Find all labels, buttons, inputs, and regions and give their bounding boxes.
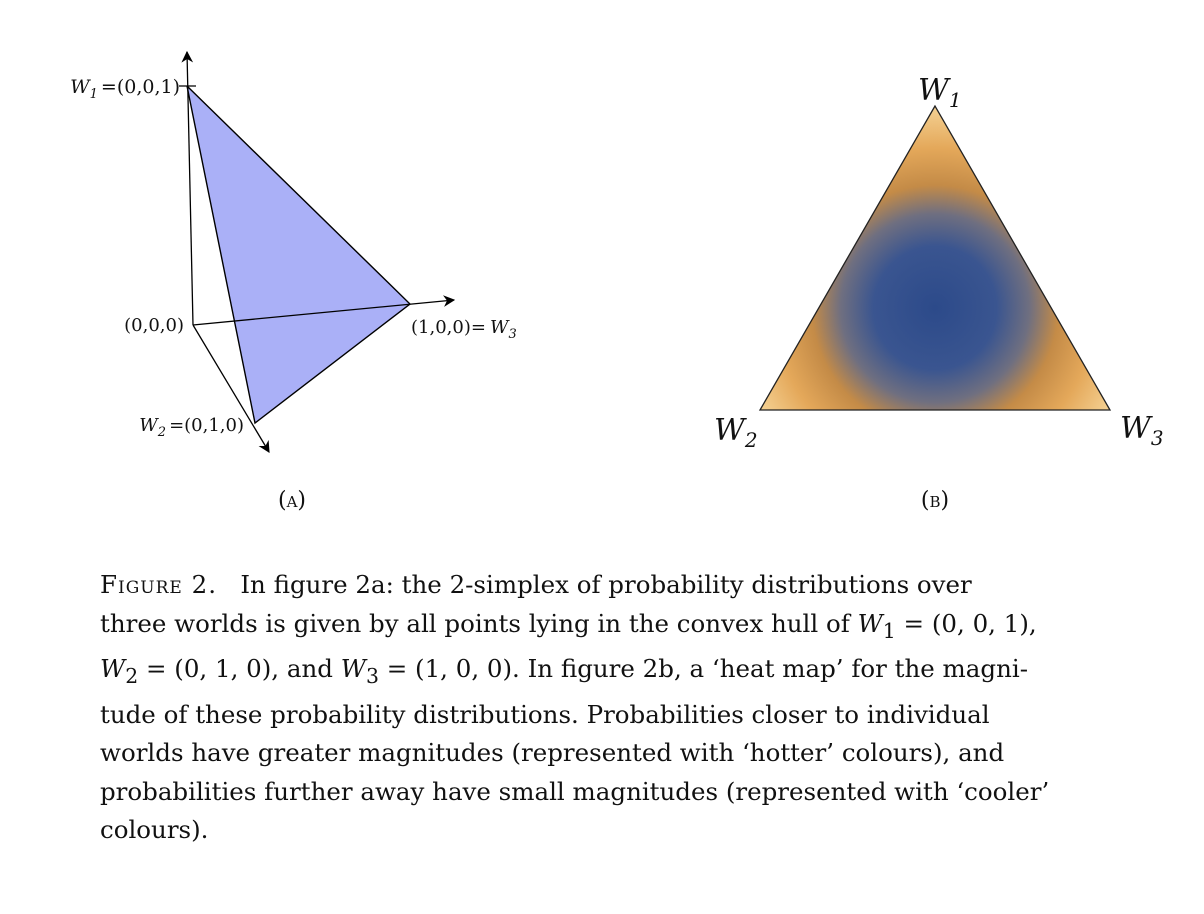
math-w1: W	[857, 608, 883, 638]
panel-b-heat-map	[714, 73, 1164, 513]
vertex-label-w3: $W_3$	[1120, 411, 1164, 450]
subcaption-b: (b)	[920, 488, 950, 513]
vertex-label-w2: $W_2$	[714, 413, 758, 452]
subcaption-a: (a)	[278, 488, 306, 513]
label-w3-point: $(1,0,0)= W_3$	[411, 317, 517, 342]
caption-eq-1: = (0, 0, 1),	[895, 608, 1037, 638]
caption-eq-2: = (0, 1, 0), and	[138, 654, 341, 684]
panel-a-simplex-3d	[70, 52, 517, 513]
label-origin: (0,0,0)	[124, 315, 184, 336]
caption-text-2: three worlds is given by all points lying in the convex hull of	[100, 608, 858, 638]
caption-line-1	[100, 566, 1140, 605]
caption-line-5: worlds have greater magnitudes (represented with ‘hotter’ colours), and	[100, 738, 1005, 768]
math-w2: W	[100, 654, 126, 684]
math-w2-sub: 2	[125, 663, 139, 688]
figure-caption	[100, 566, 1140, 850]
label-w1-point: $W_1 =(0,0,1)$	[70, 76, 180, 102]
caption-line-2	[100, 605, 1140, 650]
caption-line-6: probabilities further away have small magnitudes (represented with ‘cooler’	[100, 776, 1050, 806]
caption-line-4: tude of these probability distributions. Probabilities closer to individual	[100, 699, 990, 729]
caption-figure-label: Figure 2.	[100, 570, 217, 599]
math-w1-sub: 1	[882, 618, 896, 643]
math-w3: W	[340, 654, 366, 684]
heat-map-fill	[740, 90, 1130, 430]
label-w2-point: $W_2 =(0,1,0)$	[139, 415, 244, 440]
caption-eq-3: = (1, 0, 0). In figure 2b, a ‘heat map’ for the magni-	[378, 654, 1028, 684]
caption-line-3	[100, 650, 1140, 695]
vertex-label-w1: $W_1$	[918, 73, 962, 112]
caption-text-1: In figure 2a: the 2-simplex of probability distributions over	[240, 570, 972, 599]
math-w3-sub: 3	[365, 663, 379, 688]
caption-line-7: colours).	[100, 815, 209, 845]
